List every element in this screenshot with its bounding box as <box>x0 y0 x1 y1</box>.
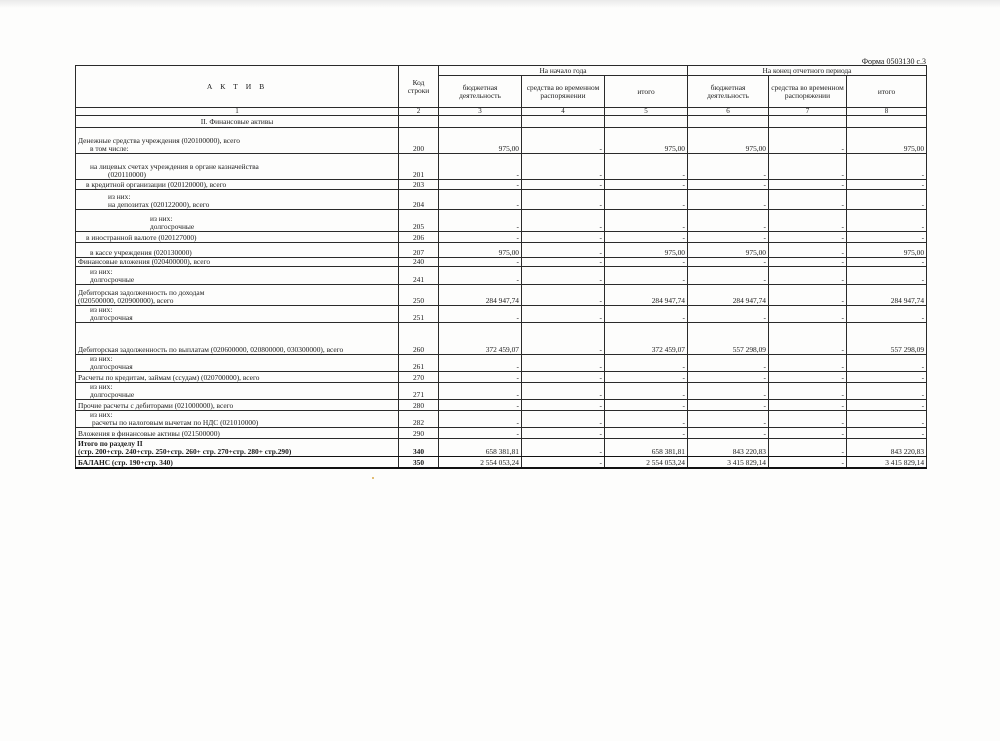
header-aktiv: А К Т И В <box>76 66 399 108</box>
cell-budget-start: - <box>439 154 522 180</box>
col-num-6: 6 <box>688 108 769 116</box>
cell-total-start: - <box>605 355 688 372</box>
scan-speck <box>372 477 374 479</box>
cell-total-start: - <box>605 411 688 428</box>
row-code: 260 <box>399 323 439 355</box>
cell-budget-end: - <box>688 258 769 267</box>
row-label-line: Денежные средства учреждения (020100000), всего <box>78 136 240 145</box>
header-start-year: На начало года <box>439 66 688 76</box>
cell-budget-start: 372 459,07 <box>439 323 522 355</box>
cell-temp-start: - <box>522 428 605 439</box>
total-row <box>76 439 927 457</box>
cell-total-end: - <box>847 180 927 190</box>
cell-temp-end: - <box>769 258 847 267</box>
row-code: 207 <box>399 243 439 258</box>
header-end-period: На конец отчетного периода <box>688 66 927 76</box>
cell-budget-end: 975,00 <box>688 128 769 154</box>
cell-total-start: 372 459,07 <box>605 323 688 355</box>
table-row <box>76 258 927 267</box>
cell-temp-end: - <box>769 154 847 180</box>
cell-budget-start: - <box>439 306 522 323</box>
cell-total-end: 3 415 829,14 <box>847 457 927 468</box>
row-label-line: из них: <box>90 410 113 419</box>
row-label-line: (020500000, 020900000), всего <box>78 296 174 305</box>
cell-budget-end: 975,00 <box>688 243 769 258</box>
table-row <box>76 267 927 285</box>
cell-temp-end: - <box>769 285 847 306</box>
cell-temp-end: - <box>769 128 847 154</box>
row-label-line: Прочие расчеты с дебиторами (021000000), всего <box>78 401 234 410</box>
cell-total-end: - <box>847 411 927 428</box>
cell-temp-end: - <box>769 428 847 439</box>
cell-total-end: 975,00 <box>847 243 927 258</box>
row-label-line: в кассе учреждения (020130000) <box>90 248 192 257</box>
table-row <box>76 306 927 323</box>
cell-total-start: 2 554 053,24 <box>605 457 688 468</box>
row-code: 241 <box>399 267 439 285</box>
row-label-line: из них: <box>150 214 173 223</box>
cell-total-end: - <box>847 190 927 210</box>
form-label: Форма 0503130 с.3 <box>861 57 926 66</box>
row-code: 250 <box>399 285 439 306</box>
row-code: 290 <box>399 428 439 439</box>
row-label-line: Дебиторская задолженность по доходам <box>78 288 205 297</box>
cell-budget-end: - <box>688 383 769 400</box>
cell-temp-end: - <box>769 243 847 258</box>
row-label <box>76 372 399 383</box>
header-total-start: итого <box>605 76 688 108</box>
table-row <box>76 232 927 243</box>
cell-total-start: 975,00 <box>605 243 688 258</box>
cell-budget-end: 843 220,83 <box>688 439 769 457</box>
row-label-line: в кредитной организации (020120000), всего <box>86 180 227 189</box>
row-label-line: из них: <box>90 267 113 276</box>
row-label-line: Дебиторская задолженность по выплатам (020600000, 020800000, 030300000), всего <box>78 345 344 354</box>
cell-temp-start: - <box>522 411 605 428</box>
header-total-end: итого <box>847 76 927 108</box>
row-label-line: Итого по разделу II <box>78 439 143 448</box>
col-num-3: 3 <box>439 108 522 116</box>
row-code: 251 <box>399 306 439 323</box>
header-temp-start: средства во временном распоряжении <box>522 76 605 108</box>
cell-budget-end: - <box>688 372 769 383</box>
cell-total-end: - <box>847 372 927 383</box>
row-label <box>76 180 399 190</box>
row-label <box>76 355 399 372</box>
cell-budget-end: 3 415 829,14 <box>688 457 769 468</box>
cell-budget-end: - <box>688 428 769 439</box>
row-code: 340 <box>399 439 439 457</box>
row-label <box>76 232 399 243</box>
header-code: Код строки <box>399 66 439 108</box>
row-code: 261 <box>399 355 439 372</box>
cell-temp-start: - <box>522 267 605 285</box>
cell-total-end: 975,00 <box>847 128 927 154</box>
row-label <box>76 190 399 210</box>
row-label-line: (стр. 200+стр. 240+стр. 250+стр. 260+ стр. 270+стр. 280+ стр.290) <box>78 447 292 456</box>
cell-temp-end: - <box>769 180 847 190</box>
cell-temp-start: - <box>522 439 605 457</box>
cell-budget-start: - <box>439 372 522 383</box>
cell-total-start: - <box>605 258 688 267</box>
cell-total-start: - <box>605 428 688 439</box>
cell-total-start: - <box>605 383 688 400</box>
row-label-line: БАЛАНС (стр. 190+стр. 340) <box>78 457 173 467</box>
cell-total-end: - <box>847 267 927 285</box>
cell-budget-start: - <box>439 180 522 190</box>
row-code: 270 <box>399 372 439 383</box>
cell-total-end: - <box>847 232 927 243</box>
cell-temp-end: - <box>769 232 847 243</box>
cell-budget-start: - <box>439 258 522 267</box>
row-label <box>76 383 399 400</box>
cell-budget-end: - <box>688 154 769 180</box>
cell-temp-start: - <box>522 180 605 190</box>
cell-temp-end: - <box>769 400 847 411</box>
cell-temp-start: - <box>522 258 605 267</box>
col-num-5: 5 <box>605 108 688 116</box>
cell-total-start: - <box>605 180 688 190</box>
cell-total-start: - <box>605 154 688 180</box>
cell-budget-start: - <box>439 232 522 243</box>
cell-budget-start: - <box>439 210 522 232</box>
cell-temp-start: - <box>522 232 605 243</box>
row-label-line: долгосрочная <box>90 313 133 322</box>
cell-temp-end: - <box>769 439 847 457</box>
row-code: 350 <box>399 457 439 468</box>
cell-temp-start: - <box>522 457 605 468</box>
table-row <box>76 285 927 306</box>
cell-total-end: - <box>847 355 927 372</box>
cell-budget-start: 975,00 <box>439 243 522 258</box>
row-label-line: Вложения в финансовые активы (021500000) <box>78 429 220 438</box>
cell-budget-end: - <box>688 355 769 372</box>
cell-temp-start: - <box>522 400 605 411</box>
cell-temp-start: - <box>522 306 605 323</box>
cell-total-start: 658 381,81 <box>605 439 688 457</box>
cell-budget-end: 557 298,09 <box>688 323 769 355</box>
header-budget-end: бюджетная деятельность <box>688 76 769 108</box>
cell-temp-end: - <box>769 210 847 232</box>
row-label-line: из них: <box>90 305 113 314</box>
row-label-line: расчеты по налоговым вычетам по НДС (021010000) <box>92 418 259 427</box>
cell-total-end: - <box>847 154 927 180</box>
cell-temp-start: - <box>522 372 605 383</box>
row-label-line: (020110000) <box>108 170 146 179</box>
table-row <box>76 355 927 372</box>
col-num-1: 1 <box>76 108 399 116</box>
row-label-line: Финансовые вложения (020400000), всего <box>78 257 211 266</box>
table-row <box>76 411 927 428</box>
table-row <box>76 154 927 180</box>
cell-total-end: 284 947,74 <box>847 285 927 306</box>
row-label <box>76 210 399 232</box>
row-label-line: долгосрочные <box>90 275 135 284</box>
cell-total-end: - <box>847 400 927 411</box>
row-label-line: в иностранной валюте (020127000) <box>86 233 197 242</box>
cell-budget-start: - <box>439 190 522 210</box>
row-code: 271 <box>399 383 439 400</box>
cell-budget-start: - <box>439 355 522 372</box>
cell-temp-end: - <box>769 306 847 323</box>
cell-total-end: 557 298,09 <box>847 323 927 355</box>
row-code: 205 <box>399 210 439 232</box>
row-label-line: долгосрочная <box>90 362 133 371</box>
cell-temp-start: - <box>522 154 605 180</box>
col-num-7: 7 <box>769 108 847 116</box>
col-num-4: 4 <box>522 108 605 116</box>
cell-total-start: - <box>605 190 688 210</box>
table-row <box>76 372 927 383</box>
row-code: 200 <box>399 128 439 154</box>
table-row <box>76 243 927 258</box>
cell-total-end: - <box>847 258 927 267</box>
cell-budget-start: - <box>439 400 522 411</box>
row-code: 240 <box>399 258 439 267</box>
cell-temp-start: - <box>522 128 605 154</box>
cell-temp-end: - <box>769 267 847 285</box>
cell-total-end: - <box>847 210 927 232</box>
cell-total-end: - <box>847 383 927 400</box>
cell-temp-start: - <box>522 190 605 210</box>
row-label <box>76 154 399 180</box>
row-label <box>76 411 399 428</box>
cell-temp-start: - <box>522 210 605 232</box>
cell-temp-end: - <box>769 372 847 383</box>
cell-budget-start: - <box>439 428 522 439</box>
row-label-line: на депозитах (020122000), всего <box>108 200 210 209</box>
balance-sheet-table <box>75 65 927 469</box>
cell-temp-end: - <box>769 190 847 210</box>
table-row <box>76 428 927 439</box>
cell-budget-end: - <box>688 411 769 428</box>
row-label <box>76 457 399 468</box>
cell-temp-end: - <box>769 411 847 428</box>
cell-temp-end: - <box>769 383 847 400</box>
cell-budget-start: - <box>439 267 522 285</box>
col-num-2: 2 <box>399 108 439 116</box>
cell-budget-start: 975,00 <box>439 128 522 154</box>
cell-budget-end: 284 947,74 <box>688 285 769 306</box>
cell-budget-start: 658 381,81 <box>439 439 522 457</box>
row-label-line: в том числе: <box>90 144 129 153</box>
col-num-8: 8 <box>847 108 927 116</box>
row-code: 282 <box>399 411 439 428</box>
header-temp-end: средства во временном распоряжении <box>769 76 847 108</box>
cell-total-start: 284 947,74 <box>605 285 688 306</box>
row-code: 280 <box>399 400 439 411</box>
header-budget-start: бюджетная деятельность <box>439 76 522 108</box>
row-label <box>76 428 399 439</box>
cell-budget-end: - <box>688 232 769 243</box>
cell-total-end: - <box>847 428 927 439</box>
cell-temp-end: - <box>769 457 847 468</box>
row-label <box>76 400 399 411</box>
cell-temp-start: - <box>522 355 605 372</box>
cell-total-start: - <box>605 267 688 285</box>
cell-budget-start: 284 947,74 <box>439 285 522 306</box>
cell-total-start: 975,00 <box>605 128 688 154</box>
cell-total-start: - <box>605 372 688 383</box>
row-label-line: из них: <box>90 382 113 391</box>
scan-edge-shadow <box>0 0 1000 8</box>
row-label <box>76 323 399 355</box>
row-label-line: из них: <box>90 354 113 363</box>
cell-temp-end: - <box>769 355 847 372</box>
cell-budget-end: - <box>688 190 769 210</box>
cell-total-end: 843 220,83 <box>847 439 927 457</box>
table-row <box>76 323 927 355</box>
row-label <box>76 267 399 285</box>
cell-budget-end: - <box>688 267 769 285</box>
balance-row <box>76 457 927 468</box>
section-title: II. Финансовые активы <box>76 116 399 128</box>
cell-temp-start: - <box>522 383 605 400</box>
cell-total-start: - <box>605 306 688 323</box>
cell-budget-end: - <box>688 400 769 411</box>
row-label <box>76 128 399 154</box>
cell-budget-start: - <box>439 383 522 400</box>
row-label <box>76 285 399 306</box>
row-label <box>76 243 399 258</box>
table-row <box>76 128 927 154</box>
cell-temp-start: - <box>522 285 605 306</box>
cell-budget-end: - <box>688 210 769 232</box>
row-label-line: из них: <box>108 192 131 201</box>
row-label-line: долгосрочные <box>150 222 195 231</box>
cell-total-start: - <box>605 232 688 243</box>
table-row <box>76 180 927 190</box>
cell-budget-end: - <box>688 306 769 323</box>
cell-temp-end: - <box>769 323 847 355</box>
cell-total-start: - <box>605 210 688 232</box>
table-row <box>76 190 927 210</box>
row-label <box>76 258 399 267</box>
row-code: 206 <box>399 232 439 243</box>
cell-temp-start: - <box>522 243 605 258</box>
row-label <box>76 439 399 457</box>
cell-total-start: - <box>605 400 688 411</box>
row-label-line: долгосрочные <box>90 390 135 399</box>
cell-budget-start: 2 554 053,24 <box>439 457 522 468</box>
row-code: 204 <box>399 190 439 210</box>
cell-temp-start: - <box>522 323 605 355</box>
row-code: 201 <box>399 154 439 180</box>
row-label <box>76 306 399 323</box>
table-row <box>76 383 927 400</box>
row-label-line: Расчеты по кредитам, займам (ссудам) (020700000), всего <box>78 373 260 382</box>
cell-budget-start: - <box>439 411 522 428</box>
table-row <box>76 210 927 232</box>
row-label-line: на лицевых счетах учреждения в органе казначейства <box>90 162 259 171</box>
cell-total-end: - <box>847 306 927 323</box>
row-code: 203 <box>399 180 439 190</box>
cell-budget-end: - <box>688 180 769 190</box>
table-row <box>76 400 927 411</box>
